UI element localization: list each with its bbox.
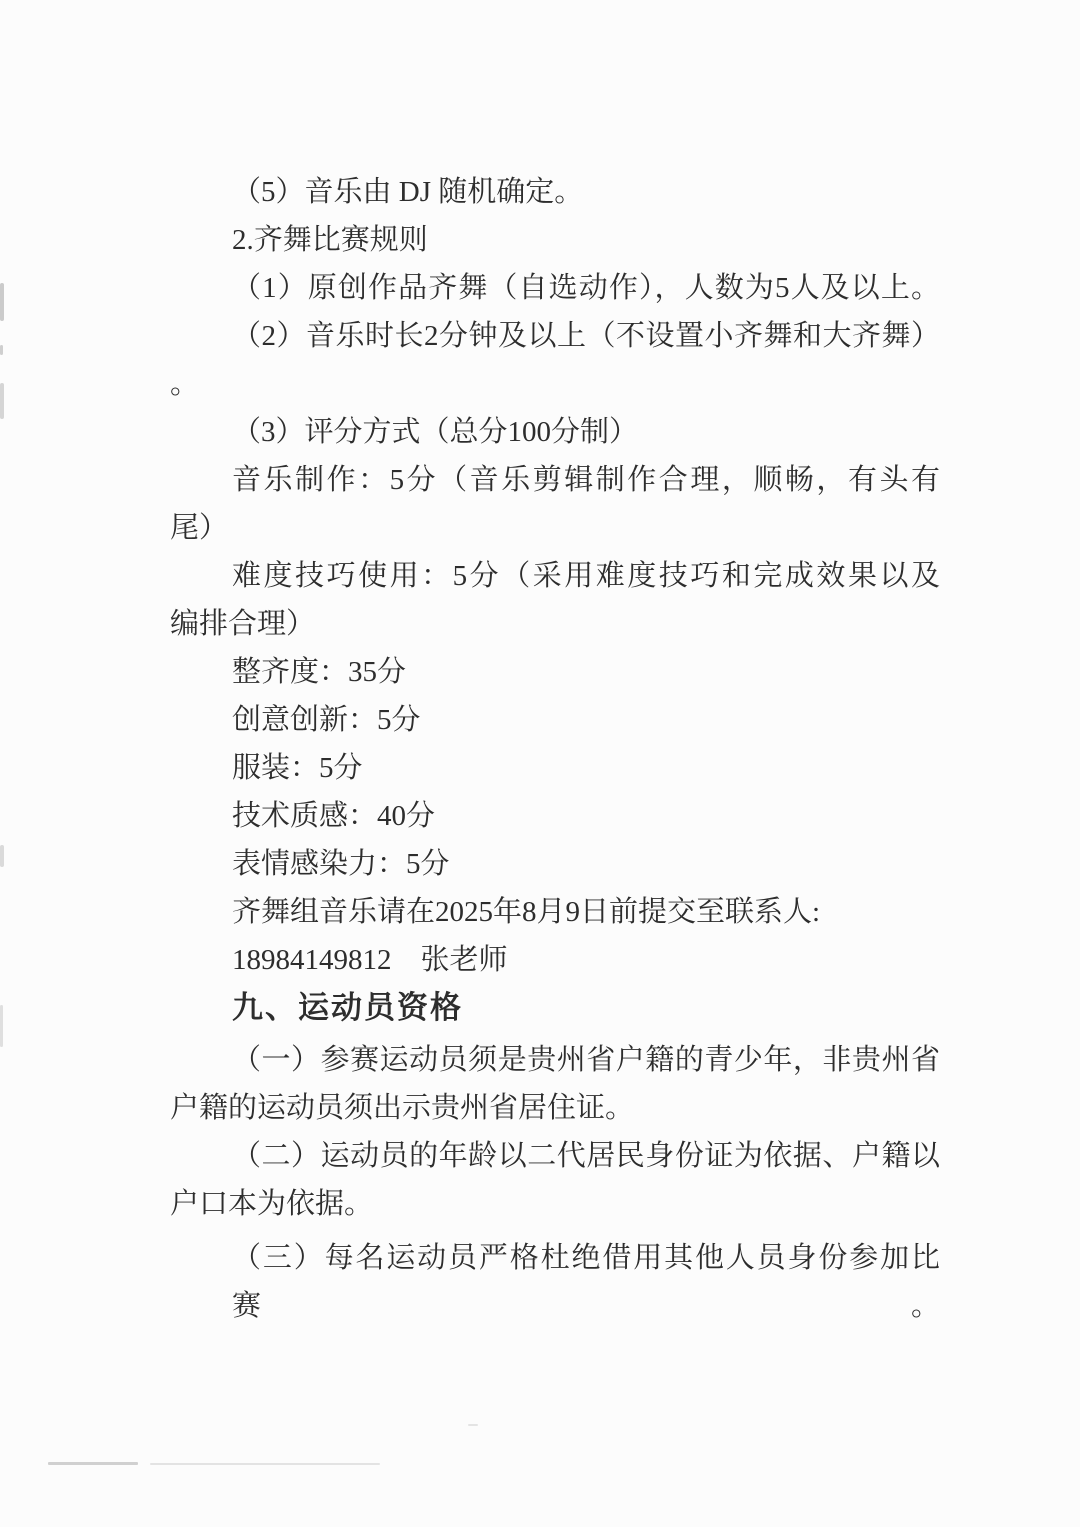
doc-line-eligibility-2-cont: 户口本为依据。 <box>170 1188 374 1220</box>
doc-line-rule-1: （1）原创作品齐舞（自选动作），人数为5人及以上。 <box>232 272 940 304</box>
doc-line-costume-score: 服装：5分 <box>232 752 363 784</box>
doc-line-rule-2: （2）音乐时长2分钟及以上（不设置小齐舞和大齐舞） <box>232 320 940 352</box>
doc-line-expression-score: 表情感染力：5分 <box>232 848 450 880</box>
scan-artifact-bottom-smudge <box>48 1462 138 1465</box>
scan-artifact-bottom-smudge <box>150 1463 380 1465</box>
heading-athlete-eligibility: 九、运动员资格 <box>232 990 463 1025</box>
doc-line-difficulty-skill: 难度技巧使用：5分（采用难度技巧和完成效果以及 <box>232 560 940 592</box>
scan-artifact-left-edge <box>0 283 4 321</box>
scan-artifact-left-edge <box>0 345 3 355</box>
doc-line-eligibility-3: （三）每名运动员严格杜绝借用其他人员身份参加比赛。 <box>232 1242 940 1322</box>
doc-line-qiwu-rules-title: 2.齐舞比赛规则 <box>232 224 428 256</box>
scan-artifact-left-edge <box>0 383 4 419</box>
scan-artifact-bottom-smudge <box>468 1424 478 1426</box>
doc-line-rule-3-scoring: （3）评分方式（总分100分制） <box>232 416 639 448</box>
doc-line-technique-score: 技术质感：40分 <box>232 800 436 832</box>
doc-line-eligibility-1-cont: 户籍的运动员须出示贵州省居住证。 <box>170 1092 635 1124</box>
scan-artifact-left-edge <box>0 845 4 867</box>
document-body <box>170 168 940 1322</box>
doc-line-music-submission: 齐舞组音乐请在2025年8月9日前提交至联系人: <box>232 896 821 928</box>
doc-line-uniformity-score: 整齐度：35分 <box>232 656 407 688</box>
doc-line-music-dj: （5）音乐由 DJ 随机确定。 <box>232 176 584 208</box>
doc-line-rule-2-cont: 。 <box>170 368 200 400</box>
doc-line-eligibility-2: （二）运动员的年龄以二代居民身份证为依据、户籍以 <box>232 1140 940 1172</box>
scan-artifact-left-edge <box>0 1005 3 1047</box>
doc-line-creativity-score: 创意创新：5分 <box>232 704 421 736</box>
doc-line-music-production: 音乐制作：5分（音乐剪辑制作合理，顺畅，有头有 <box>232 464 940 496</box>
doc-line-difficulty-skill-cont: 编排合理） <box>170 608 316 640</box>
doc-line-contact-phone: 18984149812 张老师 <box>232 944 508 976</box>
doc-line-music-production-cont: 尾） <box>170 512 229 544</box>
doc-line-eligibility-1: （一）参赛运动员须是贵州省户籍的青少年，非贵州省 <box>232 1044 940 1076</box>
